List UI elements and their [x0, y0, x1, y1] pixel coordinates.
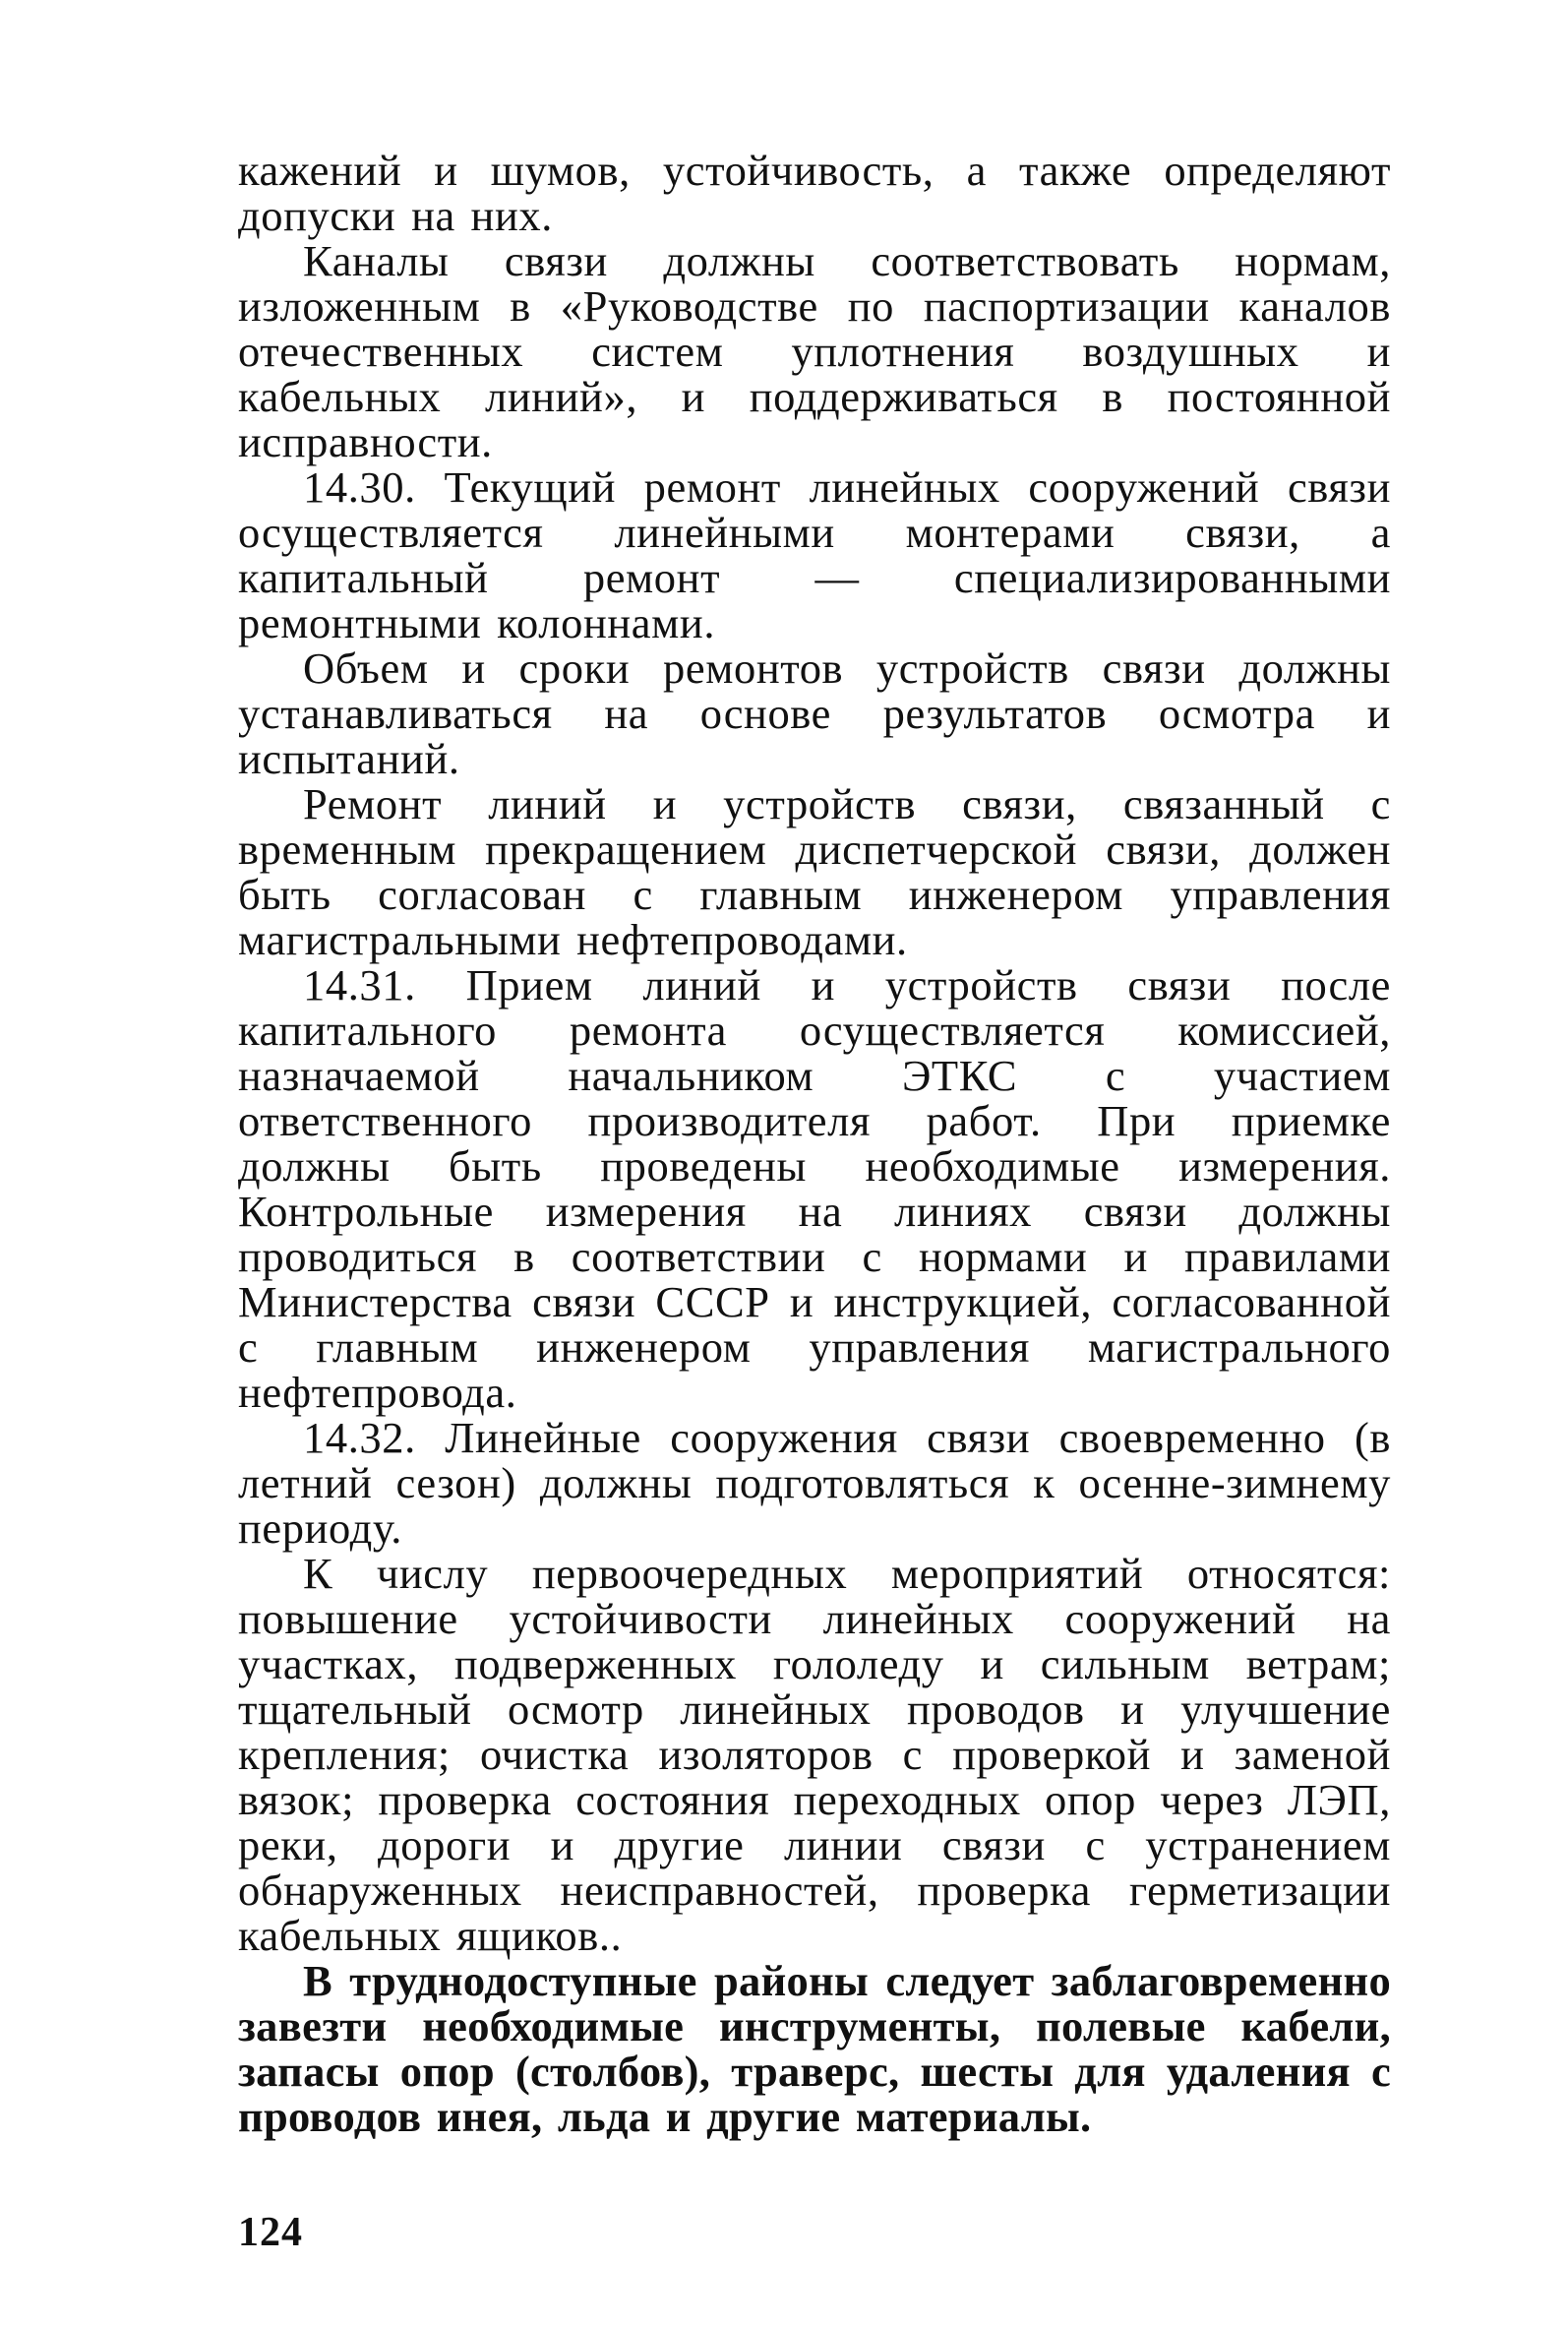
paragraph-14-32: 14.32. Линейные сооружения связи своевременно (в летний сезон) должны подготовляться к осенне-зимнему периоду. [238, 1413, 1391, 1553]
paragraph-repair-approval: Ремонт линий и устройств связи, связанный с временным прекращением диспетчерской связи, должен быть согласован с главным инженером управления магистральными нефтепроводами. [238, 779, 1391, 964]
paragraph-remote-areas: В труднодоступные районы следует заблаговременно завезти необходимые инструменты, полевые кабели, запасы опор (столбов), траверс, шесты для удаления с проводов инея, льда и другие материалы. [238, 1956, 1391, 2141]
paragraph-14-31: 14.31. Прием линий и устройств связи после капитального ремонта осуществляется комиссией, назначаемой начальником ЭТКС с участием ответственного производителя работ. При приемке должны быть проведены необходимые измерения. Контрольные измерения на линиях связи должны проводиться в соответствии с нормами и правилами Министерства связи СССР и инструкцией, согласованной с главным инженером управления магистрального нефтепровода. [238, 960, 1391, 1417]
paragraph-14-30: 14.30. Текущий ремонт линейных сооружений связи осуществляется линейными монтерами связи, а капитальный ремонт — специализированными ремонтными колоннами. [238, 462, 1391, 647]
paragraph-repair-scope: Объем и сроки ремонтов устройств связи должны устанавливаться на основе результатов осмотра и испытаний. [238, 643, 1391, 783]
document-page [238, 148, 1391, 2139]
page-number: 124 [238, 2210, 303, 2255]
paragraph-priority-measures: К числу первоочередных мероприятий относятся: повышение устойчивости линейных сооружений на участках, подверженных гололеду и сильным ветрам; тщательный осмотр линейных проводов и улучшение крепления; очистка изоляторов с проверкой и заменой вязок; проверка состояния переходных опор через ЛЭП, реки, дороги и другие линии связи с устранением обнаруженных неисправностей, проверка герметизации кабельных ящиков.. [238, 1549, 1391, 1960]
paragraph-channels: Каналы связи должны соответствовать нормам, изложенным в «Руководстве по паспортизации каналов отечественных систем уплотнения воздушных и кабельных линий», и поддерживаться в постоянной исправности. [238, 236, 1391, 466]
paragraph-continuation: кажений и шумов, устойчивость, а также определяют допуски на них. [238, 146, 1391, 240]
